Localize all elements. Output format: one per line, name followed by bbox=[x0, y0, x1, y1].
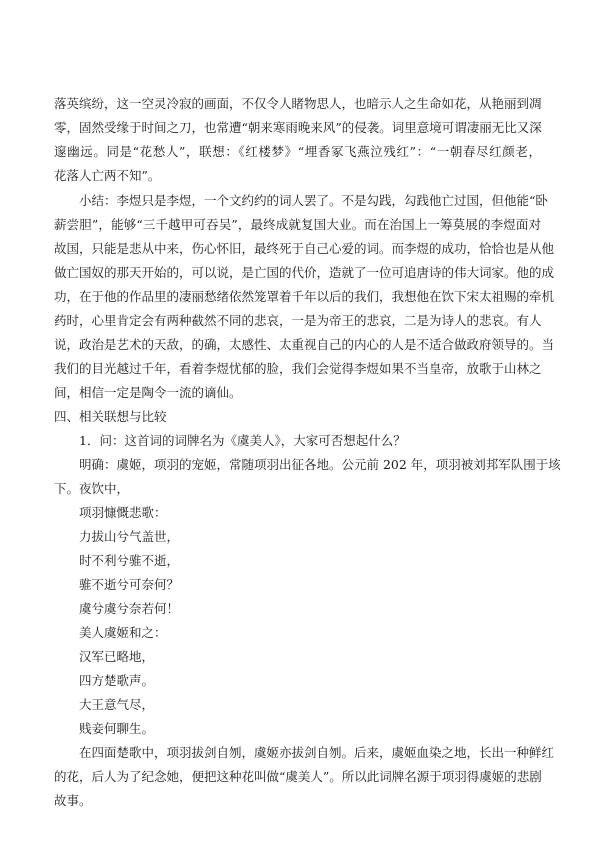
text-line: 薪尝胆”，能够“三千越甲可吞吴”，最终成就复国大业。而在治国上一筹莫展的李煜面对 bbox=[54, 217, 541, 232]
closing-paragraph-start: 在四面楚歌中，项羽拔剑自刎，虞姬亦拔剑自刎。后来，虞姬血染之地，长出一种鲜红 bbox=[79, 745, 555, 760]
text-line: 说，政治是艺术的天敌，的确，太感性、太重视自己的内心的人是不适合做政府领导的。当 bbox=[54, 337, 555, 352]
poem-intro: 项羽慷慨悲歌： bbox=[79, 505, 167, 520]
text-line: 零，固然受缘于时间之刀，也常遭“朝来寒雨晚来风”的侵袭。词里意境可谓凄丽无比又深 bbox=[54, 120, 542, 135]
poem-line: 时不利兮骓不逝， bbox=[79, 553, 180, 568]
text-line: 做亡国奴的那天开始的，可以说，是亡国的代价，造就了一位可追唐诗的伟大词家。他的成 bbox=[54, 265, 555, 280]
answer-paragraph-start: 明确：虞姬，项羽的宠姬，常随项羽出征各地。公元前 202 年，项羽被刘邦军队围于垓 bbox=[79, 457, 561, 472]
poem-line: 力拔山兮气盖世， bbox=[79, 529, 180, 544]
section-heading: 四、相关联想与比较 bbox=[54, 409, 167, 424]
poem-intro: 美人虞姬和之： bbox=[79, 625, 167, 640]
text-line: 下。夜饮中， bbox=[54, 481, 130, 496]
summary-paragraph-start: 小结：李煜只是李煜，一个文约约的词人罢了。不是勾践，勾践他亡过国，但他能“卧 bbox=[79, 193, 548, 208]
text-line: 故事。 bbox=[54, 793, 92, 808]
text-line: 花落人亡两不知”。 bbox=[54, 168, 161, 183]
text-line: 的花，后人为了纪念她，便把这种花叫做“虞美人”。所以此词牌名源于项羽得虞姬的悲剧 bbox=[54, 769, 542, 784]
poem-line: 虞兮虞兮奈若何！ bbox=[79, 601, 180, 616]
text-line: 我们的目光越过千年，看着李煜忧郁的脸，我们会觉得李煜如果不当皇帝，放歌于山林之 bbox=[54, 361, 542, 376]
poem-line: 汉军已略地， bbox=[79, 649, 155, 664]
text-line: 落英缤纷，这一空灵冷寂的画面，不仅令人睹物思人，也暗示人之生命如花，从艳丽到凋 bbox=[54, 96, 542, 111]
text-line: 邃幽远。同是“花愁人”，联想：《红楼梦》“埋香冢飞燕泣残红”：“一朝春尽红颜老， bbox=[54, 144, 541, 159]
poem-line: 四方楚歌声。 bbox=[79, 673, 155, 688]
text-line: 故国，只能是悲从中来，伤心怀旧，最终死于自己心爱的词。而李煜的成功，恰恰也是从他 bbox=[54, 241, 555, 256]
text-line: 功，在于他的作品里的凄丽愁绪依然笼罩着千年以后的我们，我想他在饮下宋太祖赐的牵机 bbox=[54, 289, 555, 304]
poem-line: 大王意气尽， bbox=[79, 697, 155, 712]
text-line: 间，相信一定是陶令一流的谪仙。 bbox=[54, 385, 242, 400]
text-line: 药时，心里肯定会有两种截然不同的悲哀，一是为帝王的悲哀，二是为诗人的悲哀。有人 bbox=[54, 313, 542, 328]
poem-line: 贱妾何聊生。 bbox=[79, 721, 155, 736]
poem-line: 骓不逝兮可奈何？ bbox=[79, 577, 180, 592]
question-line: 1．问：这首词的词牌名为《虞美人》，大家可否想起什么？ bbox=[79, 433, 406, 448]
